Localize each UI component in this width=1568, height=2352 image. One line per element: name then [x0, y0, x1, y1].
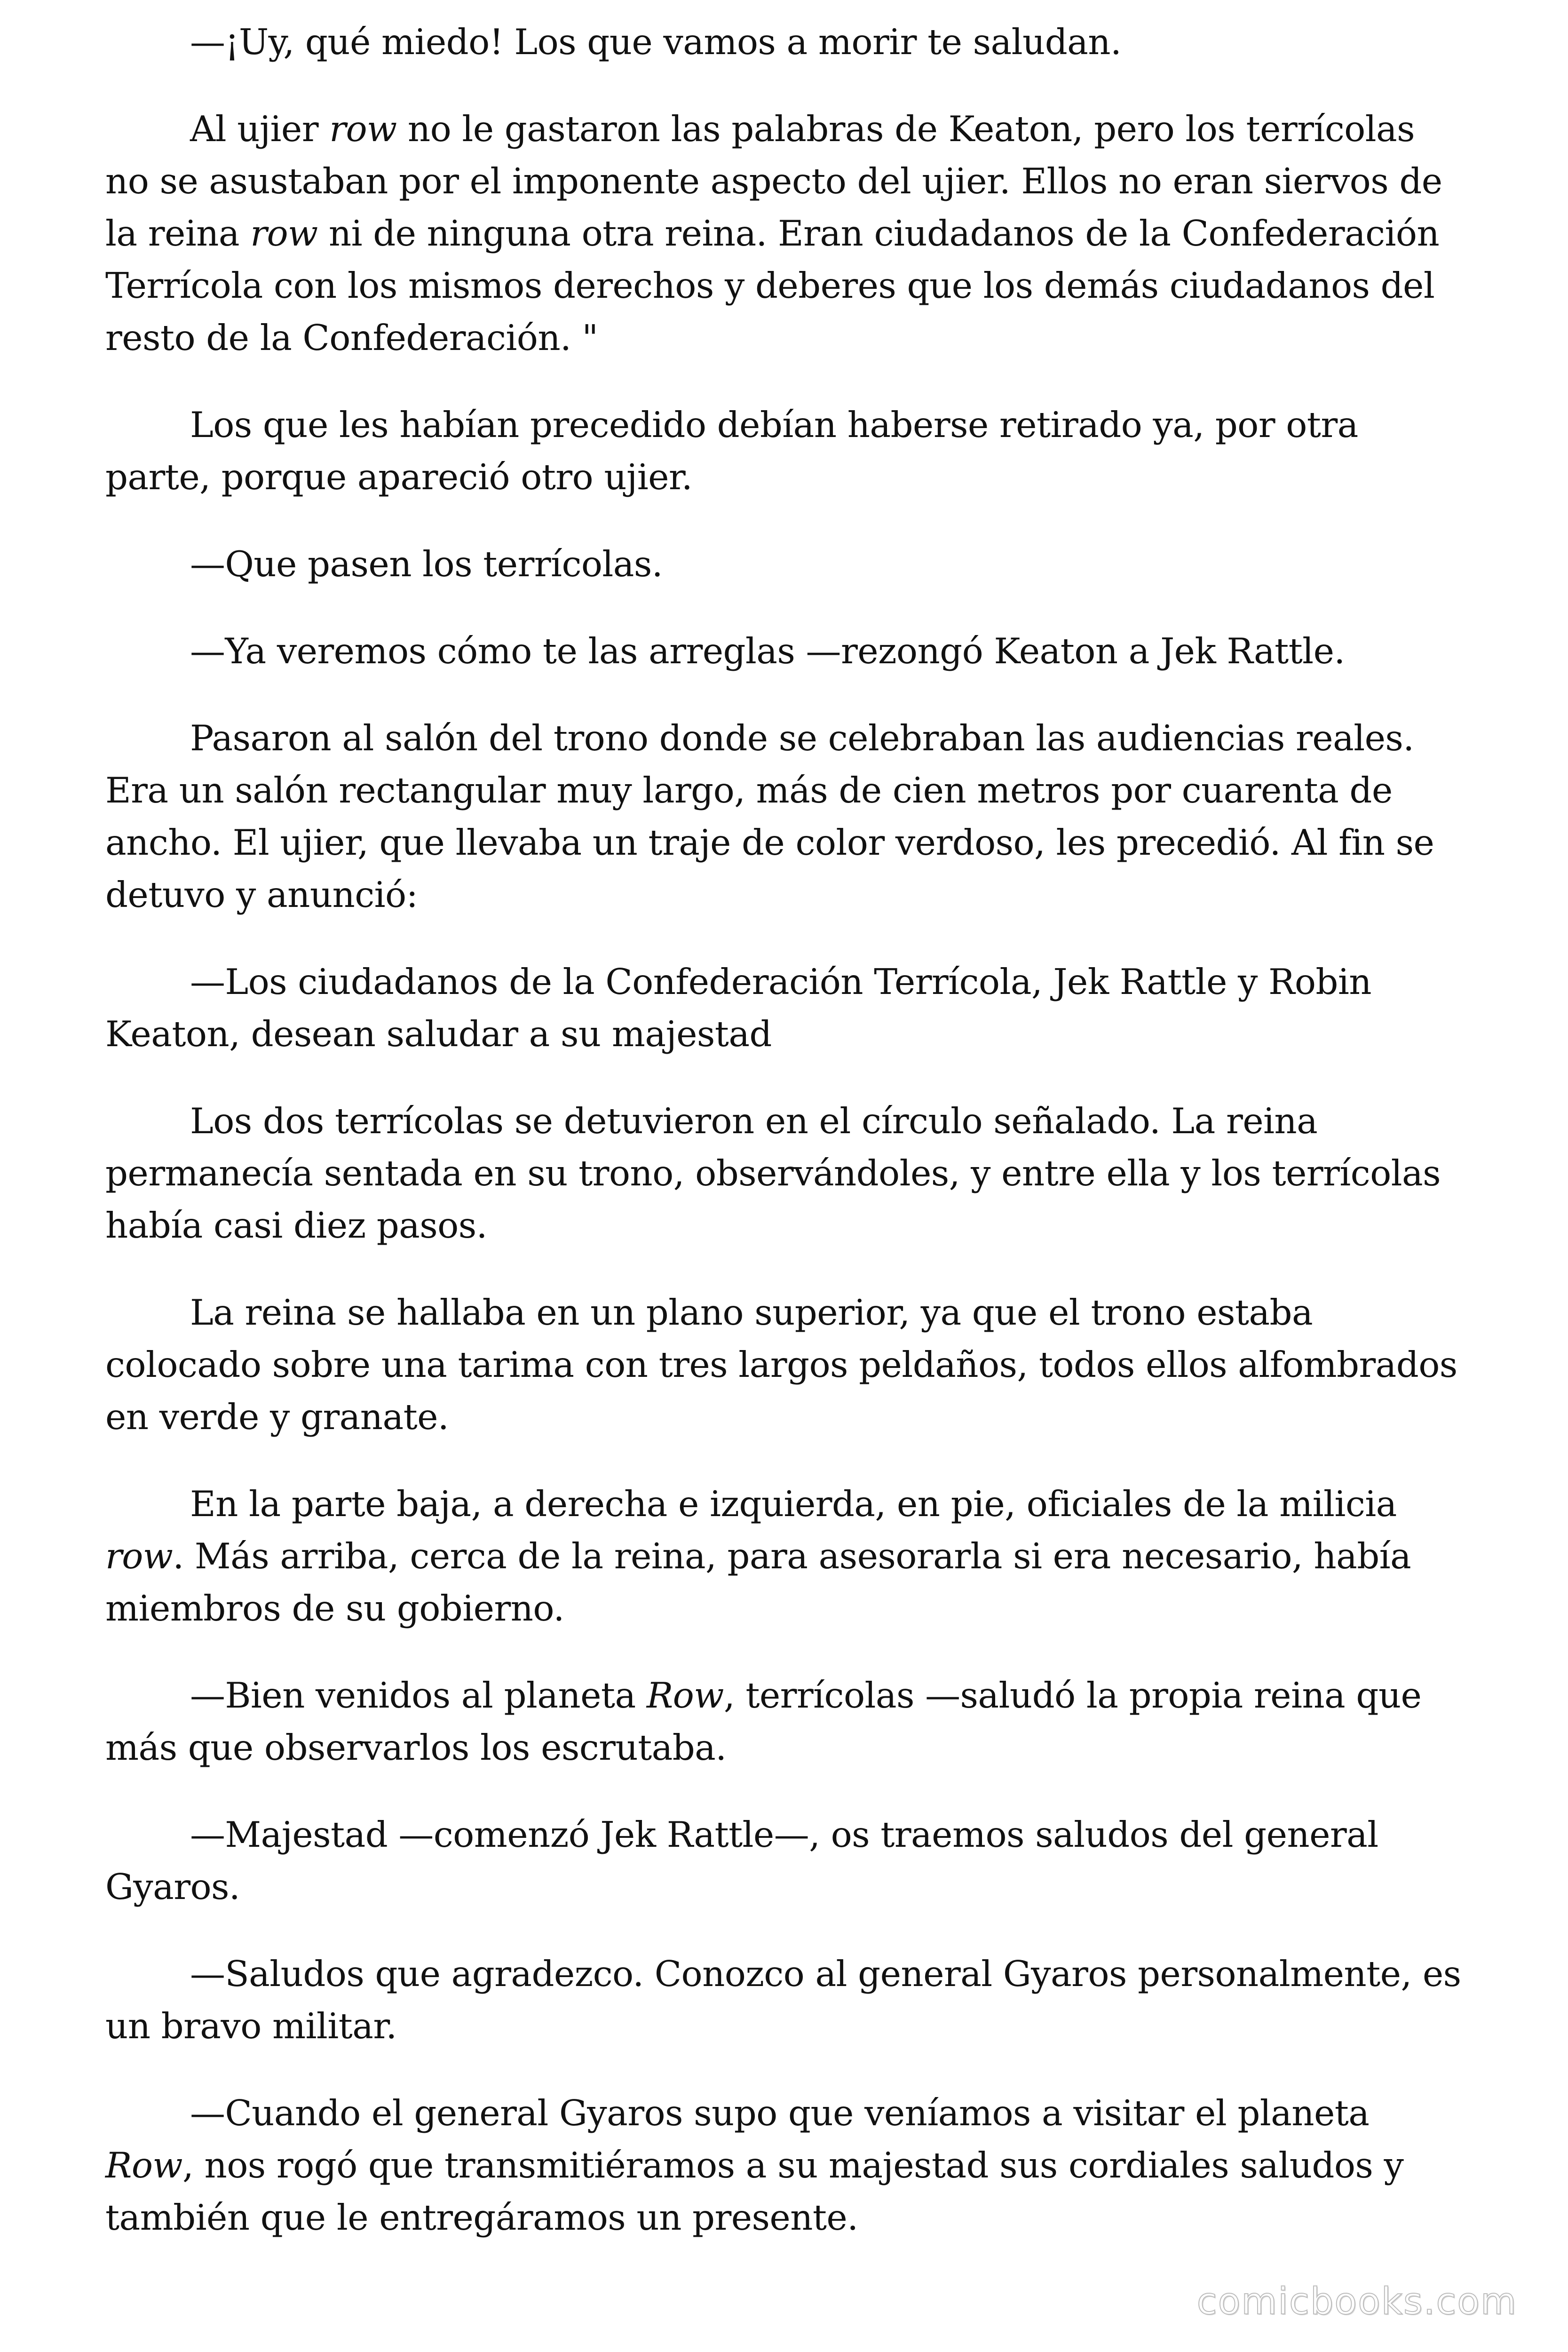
paragraph	[105, 625, 1467, 677]
paragraph-text: —Cuando el general Gyaros supo que veníamos a visitar el planeta	[190, 2092, 1380, 2134]
paragraph-text: —Bien venidos al planeta	[190, 1675, 647, 1716]
paragraph-text: La reina se hallaba en un plano superior, ya que el trono estaba colocado sobre una tarima con tres largos peldaños, todos ellos alfombrados en verde y granate.	[105, 1292, 1468, 1438]
paragraph	[105, 1287, 1467, 1443]
paragraph-text: —Saludos que agradezco. Conozco al general Gyaros personalmente, es un bravo militar.	[105, 1953, 1472, 2047]
paragraph-text: Pasaron al salón del trono donde se celebraban las audiencias reales. Era un salón rectangular muy largo, más de cien metros por cuarenta de ancho. El ujier, que llevaba un traje de color verdoso, les precedió. Al fin se detuvo y anunció:	[105, 717, 1445, 915]
paragraph	[105, 1948, 1472, 2052]
paragraph-text: no le gastaron las palabras de Keaton, pero los terrícolas no se asustaban por el imponente aspecto del ujier. Ellos no eran siervos de la reina	[105, 108, 1453, 254]
paragraph-text: —¡Uy, qué miedo! Los que vamos a morir te saludan.	[190, 21, 1122, 63]
paragraph	[105, 1809, 1467, 1913]
italic-text: row	[329, 108, 397, 150]
paragraph-text: Al ujier	[190, 108, 330, 150]
paragraph	[105, 712, 1467, 921]
body-text	[105, 16, 1472, 2279]
paragraph	[105, 103, 1467, 364]
italic-text: row	[105, 1535, 173, 1577]
paragraph	[105, 2087, 1467, 2244]
italic-text: row	[250, 213, 318, 254]
italic-text: Row	[105, 2145, 183, 2186]
paragraph	[105, 1095, 1467, 1252]
paragraph-text: —Los ciudadanos de la Confederación Terrícola, Jek Rattle y Robin Keaton, desean saludar a su majestad	[105, 961, 1383, 1055]
paragraph	[105, 538, 1467, 590]
watermark: comicbooks.com	[1196, 2280, 1517, 2323]
paragraph-text: , terrícolas —saludó la propia reina que más que observarlos los escrutaba.	[105, 1675, 1433, 1768]
paragraph	[105, 1669, 1467, 1774]
paragraph-text: En la parte baja, a derecha e izquierda, en pie, oficiales de la milicia	[190, 1483, 1408, 1525]
paragraph-text: —Que pasen los terrícolas.	[190, 543, 663, 585]
paragraph-text: —Majestad —comenzó Jek Rattle—, os traemos saludos del general Gyaros.	[105, 1814, 1389, 1907]
paragraph-text: ni de ninguna otra reina. Eran ciudadanos de la Confederación Terrícola con los mismos derechos y deberes que los demás ciudadanos del resto de la Confederación. "	[105, 213, 1450, 358]
paragraph	[105, 399, 1467, 503]
paragraph-text: Los que les habían precedido debían haberse retirado ya, por otra parte, porque apareció otro ujier.	[105, 404, 1369, 498]
paragraph	[105, 956, 1467, 1060]
paragraph-text: , nos rogó que transmitiéramos a su majestad sus cordiales saludos y también que le entregáramos un presente.	[105, 2145, 1415, 2238]
paragraph-text: —Ya veremos cómo te las arreglas —rezongó Keaton a Jek Rattle.	[190, 630, 1345, 672]
paragraph	[105, 16, 1467, 68]
paragraph-text: Los dos terrícolas se detuvieron en el círculo señalado. La reina permanecía sentada en su trono, observándoles, y entre ella y los terrícolas había casi diez pasos.	[105, 1100, 1452, 1246]
paragraph-text: . Más arriba, cerca de la reina, para asesorarla si era necesario, había miembros de su gobierno.	[105, 1535, 1422, 1629]
paragraph	[105, 1478, 1467, 1635]
italic-text: Row	[646, 1675, 724, 1716]
